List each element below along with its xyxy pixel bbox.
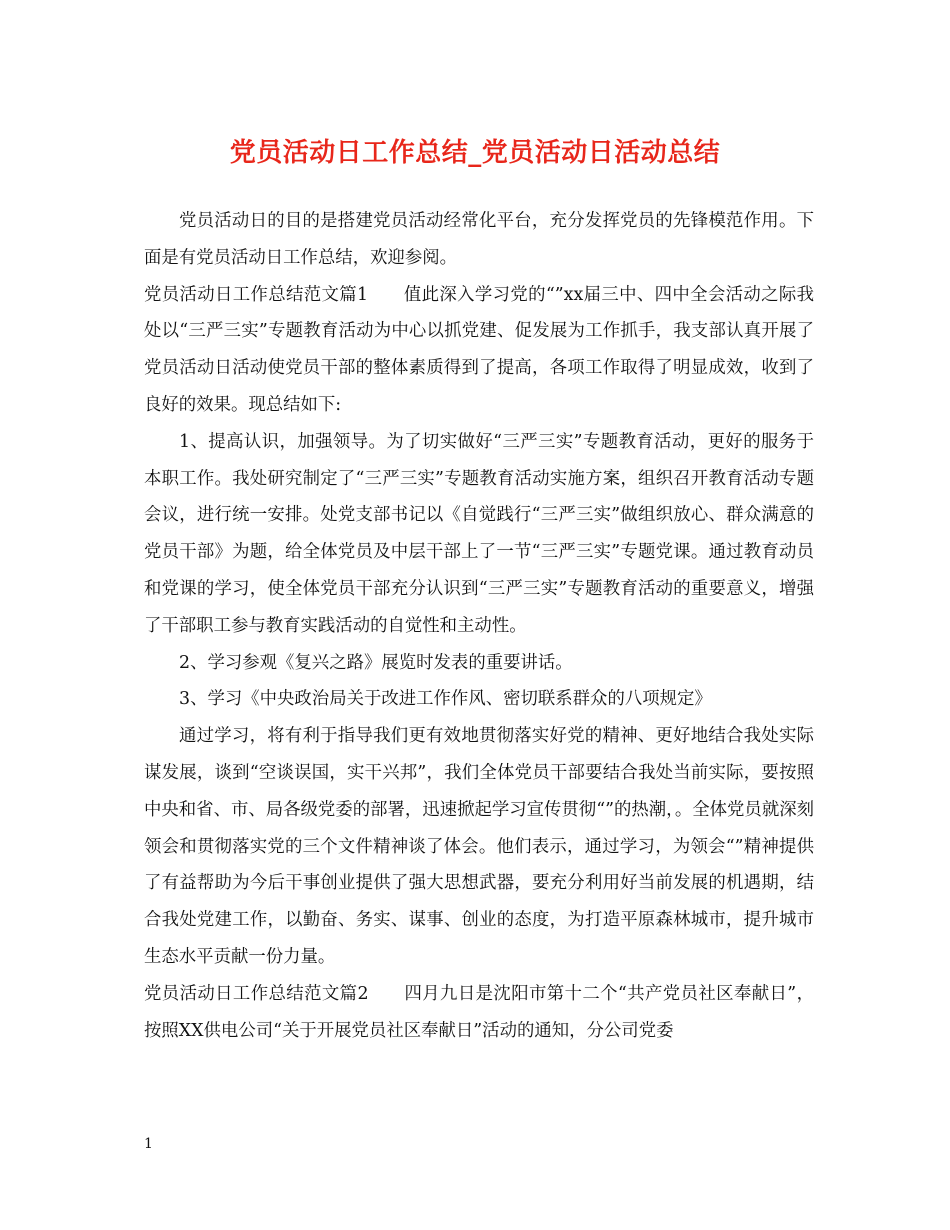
paragraph <box>144 681 814 718</box>
paragraph-text: 2、学习参观《复兴之路》展览时发表的重要讲话。 <box>179 652 573 673</box>
section-heading: 党员活动日工作总结范文篇2 <box>144 983 405 1004</box>
paragraph <box>144 277 814 424</box>
paragraph-text: 党员活动日的目的是搭建党员活动经常化平台，充分发挥党员的先锋模范作用。下面是有党员活动日工作总结，欢迎参阅。 <box>144 211 814 268</box>
document-body <box>144 203 814 1049</box>
document-title: 党员活动日工作总结_党员活动日活动总结 <box>229 138 721 168</box>
paragraph <box>144 976 814 1050</box>
paragraph <box>144 424 814 645</box>
paragraph <box>144 718 814 976</box>
section-heading: 党员活动日工作总结范文篇1 <box>144 284 404 305</box>
paragraph-text: 1、提高认识，加强领导。为了切实做好“三严三实”专题教育活动，更好的服务于本职工作。我处研究制定了“三严三实”专题教育活动实施方案，组织召开教育活动专题会议，进行统一安排。处党支部书记以《自觉践行“三严三实”做组织放心、群众满意的党员干部》为题，给全体党员及中层干部上了一节“三严三实”专题党课。通过教育动员和党课的学习，使全体党员干部充分认识到“三严三实”专题教育活动的重要意义，增强了干部职工参与教育实践活动的自觉性和主动性。 <box>144 431 814 636</box>
paragraph-text: 3、学习《中央政治局关于改进工作作风、密切联系群众的八项规定》 <box>179 689 712 710</box>
paragraph-text: 通过学习，将有利于指导我们更有效地贯彻落实好党的精神、更好地结合我处实际谋发展，谈到“空谈误国，实干兴邦”，我们全体党员干部要结合我处当前实际，要按照中央和省、市、局各级党委的部署，迅速掀起学习宣传贯彻“”的热潮，。全体党员就深刻领会和贯彻落实党的三个文件精神谈了体会。他们表示，通过学习，为领会“”精神提供了有益帮助为今后干事创业提供了强大思想武器，要充分利用好当前发展的机遇期，结合我处党建工作，以勤奋、务实、谋事、创业的态度，为打造平原森林城市，提升城市生态水平贡献一份力量。 <box>144 726 814 967</box>
page-number: 1 <box>144 1136 153 1152</box>
paragraph-text: 值此深入学习党的“”xx届三中、四中全会活动之际我处以“三严三实”专题教育活动为中心以抓党建、促发展为工作抓手，我支部认真开展了党员活动日活动使党员干部的整体素质得到了提高，各项工作取得了明显成效，收到了良好的效果。现总结如下: <box>144 284 814 415</box>
paragraph <box>144 203 814 277</box>
paragraph <box>144 645 814 682</box>
paragraph-text: 四月九日是沈阳市第十二个“共产党员社区奉献日”，按照XX供电公司“关于开展党员社区奉献日”活动的通知，分公司党委 <box>144 983 814 1041</box>
